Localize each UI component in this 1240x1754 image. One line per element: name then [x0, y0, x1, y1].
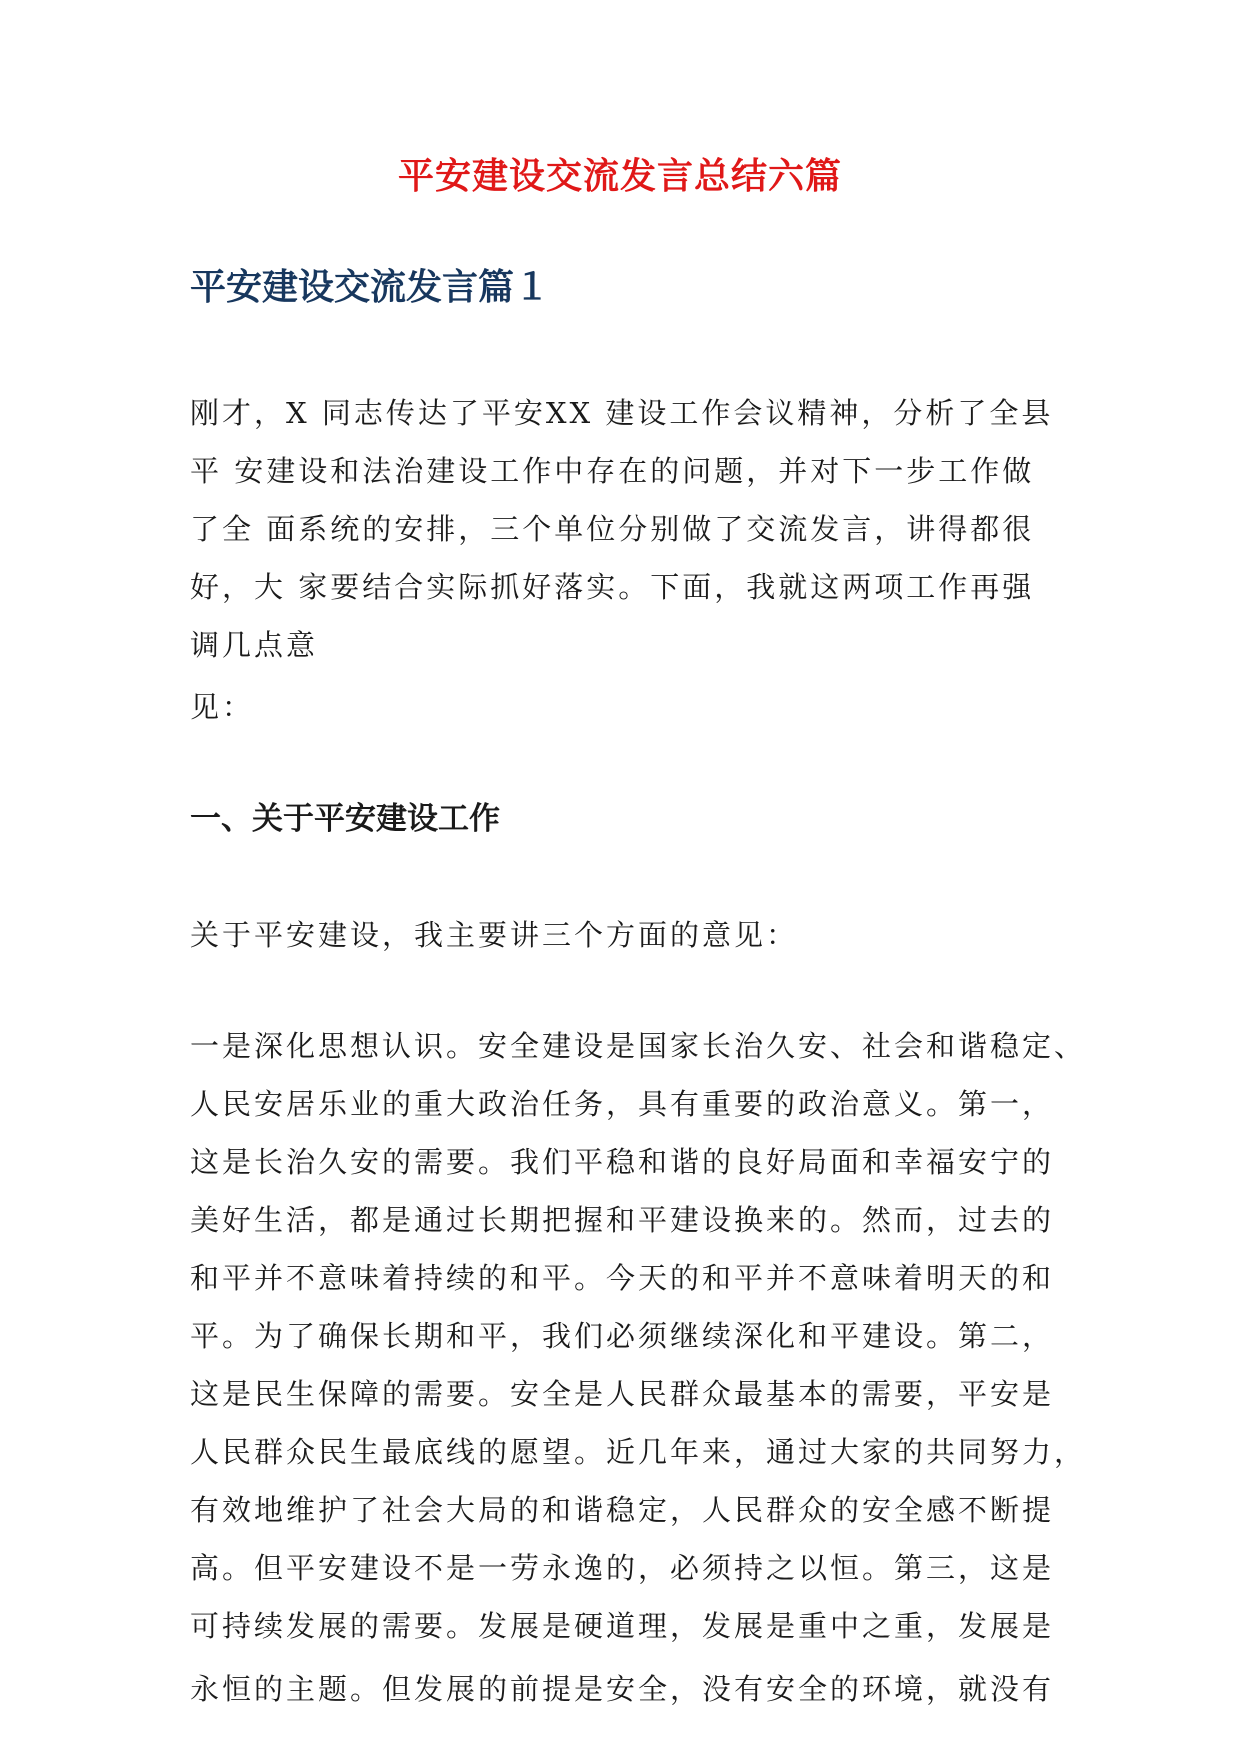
subheading: 一、关于平安建设工作: [190, 801, 500, 837]
body-paragraph: [190, 1017, 1087, 1655]
paragraph-line: 人民安居乐业的重大政治任务，具有重要的政治意义。第一，: [190, 1087, 1055, 1121]
paragraph-line: 调几点意: [190, 628, 319, 662]
paragraph-line: 平 安建设和法治建设工作中存在的问题，并对下一步工作做: [190, 454, 1035, 488]
paragraph-line: 有效地维护了社会大局的和谐稳定，人民群众的安全感不断提: [190, 1493, 1055, 1527]
continuation-paragraph: [190, 1660, 1060, 1718]
paragraph-line: 平。为了确保长期和平，我们必须继续深化和平建设。第二，: [190, 1319, 1055, 1353]
section-heading: 平安建设交流发言篇１: [190, 266, 551, 308]
paragraph-line: 可持续发展的需要。发展是硬道理，发展是重中之重，发展是: [190, 1609, 1055, 1643]
paragraph-line: 这是民生保障的需要。安全是人民群众最基本的需要，平安是: [190, 1377, 1055, 1411]
document-title: 平安建设交流发言总结六篇: [397, 155, 842, 197]
paragraph-line: 这是长治久安的需要。我们平稳和谐的良好局面和幸福安宁的: [190, 1145, 1055, 1179]
paragraph-line: 了全 面系统的安排，三个单位分别做了交流发言，讲得都很: [190, 512, 1035, 546]
paragraph-line: 一是深化思想认识。安全建设是国家长治久安、社会和谐稳定、: [190, 1029, 1087, 1063]
paragraph-line: 关于平安建设，我主要讲三个方面的意见：: [190, 918, 799, 952]
paragraph-line: 美好生活，都是通过长期把握和平建设换来的。然而，过去的: [190, 1203, 1055, 1237]
paragraph-line: 见：: [190, 690, 255, 724]
paragraph-line: 高。但平安建设不是一劳永逸的，必须持之以恒。第三，这是: [190, 1551, 1055, 1585]
lead-paragraph: [190, 906, 1060, 964]
paragraph-line: 刚才，X 同志传达了平安XX 建设工作会议精神，分析了全县: [190, 396, 1054, 430]
paragraph-line: 和平并不意味着持续的和平。今天的和平并不意味着明天的和: [190, 1261, 1055, 1295]
paragraph-line: 好，大 家要结合实际抓好落实。下面，我就这两项工作再强: [190, 570, 1035, 604]
intro-tail-paragraph: [190, 678, 1060, 736]
paragraph-line: 永恒的主题。但发展的前提是安全，没有安全的环境，就没有: [190, 1672, 1055, 1706]
paragraph-line: 人民群众民生最底线的愿望。近几年来，通过大家的共同努力，: [190, 1435, 1087, 1469]
intro-paragraph: [190, 384, 1060, 674]
